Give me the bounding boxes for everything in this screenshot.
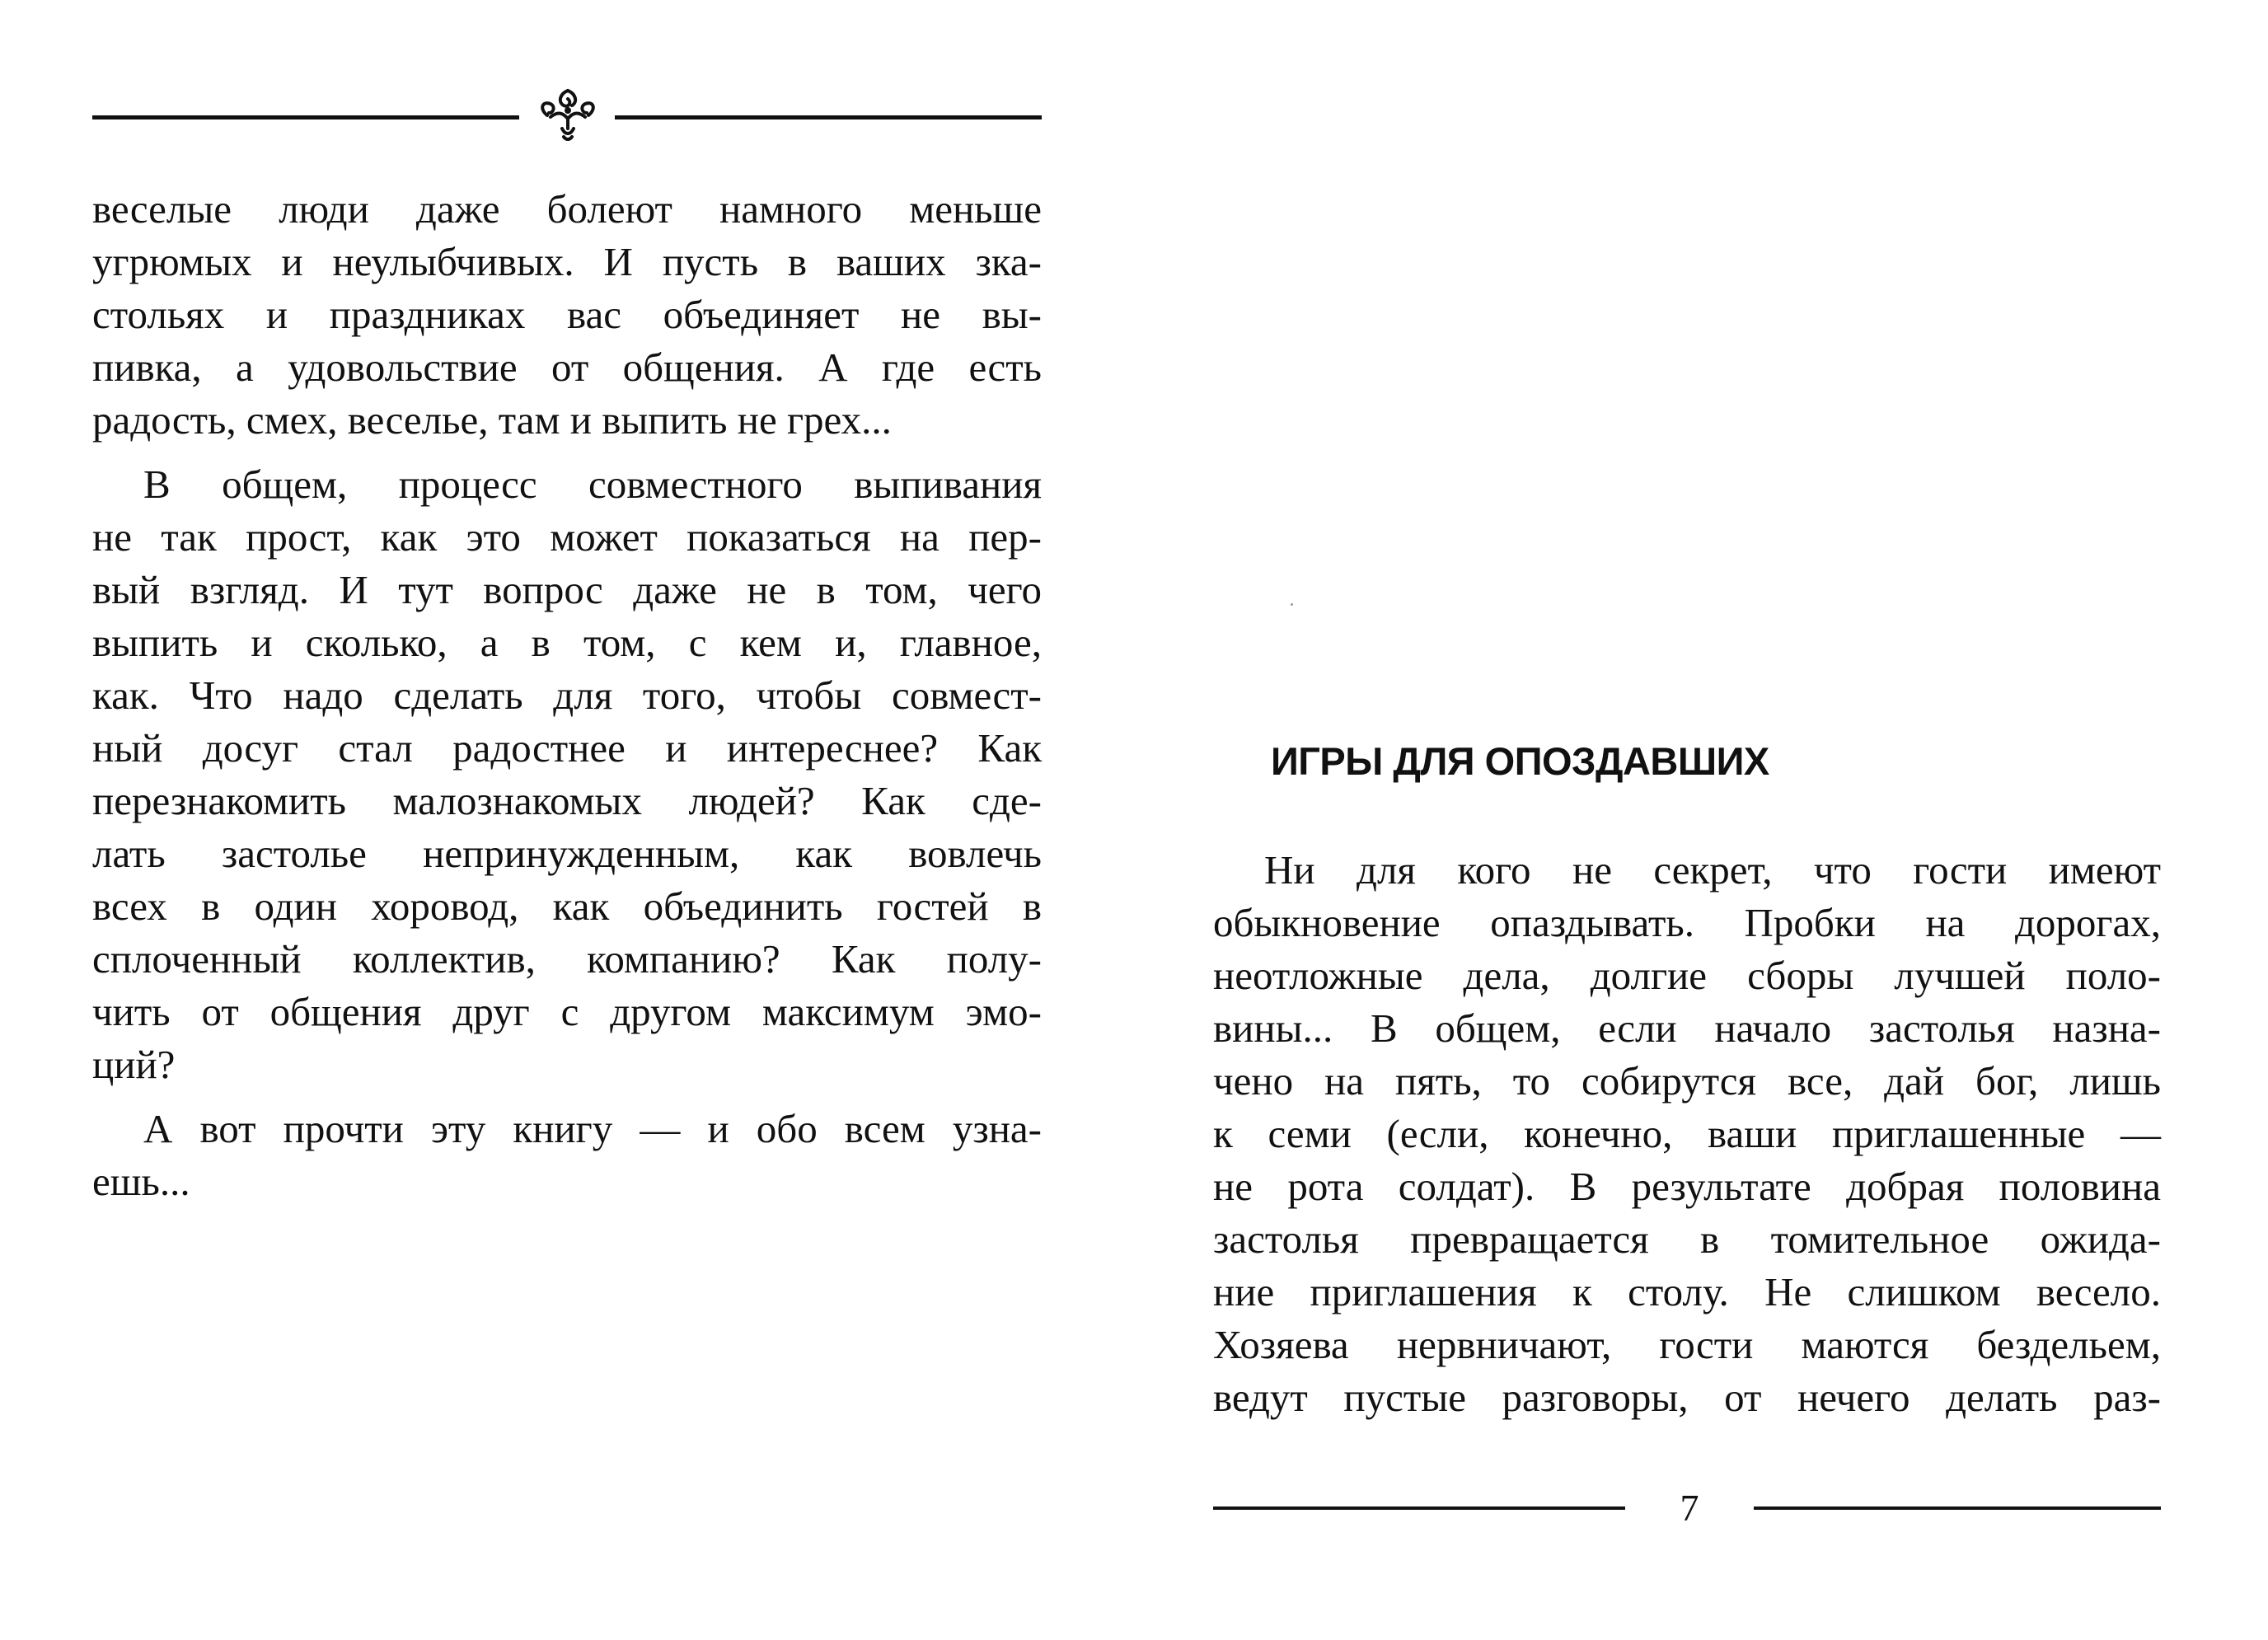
text-line: застолья превращается в томительное ожида- xyxy=(1213,1216,2161,1262)
text-line: перезнакомить малознакомых людей? Как сде- xyxy=(92,778,1042,823)
text-line: ние приглашения к столу. Не слишком весело. xyxy=(1213,1269,2161,1314)
text-line: всех в один хоровод, как объединить гостей в xyxy=(92,883,1042,929)
left-paragraph-2 xyxy=(92,458,1042,1091)
footer-rule-left xyxy=(1213,1506,1625,1510)
page-number: 7 xyxy=(1680,1487,1699,1529)
text-line: обыкновение опаздывать. Пробки на дорогах, xyxy=(1213,900,2161,945)
fleuron-ornament-icon xyxy=(531,86,605,143)
left-paragraph-1 xyxy=(92,183,1042,447)
text-line: как. Что надо сделать для того, чтобы совмест- xyxy=(92,672,1042,718)
text-line: В общем, процесс совместного выпивания xyxy=(143,462,1042,507)
text-line: вины... В общем, если начало застолья назна- xyxy=(1213,1005,2161,1051)
right-paragraph-1 xyxy=(1213,844,2161,1424)
left-page-text xyxy=(92,183,1042,1208)
text-line: веселые люди даже болеют намного меньше xyxy=(92,186,1042,232)
text-line: ций? xyxy=(92,1042,176,1087)
text-line: выпить и сколько, а в том, с кем и, главное, xyxy=(92,620,1042,665)
text-line: к семи (если, конечно, ваши приглашенные — xyxy=(1213,1111,2161,1156)
header-rule-left-line xyxy=(92,115,519,119)
left-page xyxy=(92,0,1042,1640)
text-line: стольях и праздниках вас объединяет не вы- xyxy=(92,292,1042,337)
text-line: чено на пять, то собирутся все, дай бог, лишь xyxy=(1213,1058,2161,1103)
text-line: вый взгляд. И тут вопрос даже не в том, чего xyxy=(92,567,1042,612)
page-footer xyxy=(1213,1483,2161,1533)
section-heading: ИГРЫ ДЛЯ ОПОЗДАВШИХ xyxy=(1271,739,1769,783)
text-line: пивка, а удовольствие от общения. А где есть xyxy=(92,344,1042,390)
text-line: неотложные дела, долгие сборы лучшей поло- xyxy=(1213,953,2161,998)
text-line: угрюмых и неулыбчивых. И пусть в ваших зка- xyxy=(92,239,1042,284)
text-line: ведут пустые разговоры, от нечего делать раз- xyxy=(1213,1375,2161,1420)
text-line: чить от общения друг с другом максимум эмо- xyxy=(92,989,1042,1034)
text-line: Хозяева нервничают, гости маются бездельем, xyxy=(1213,1322,2161,1367)
header-ornament-rule xyxy=(92,86,1042,143)
right-page xyxy=(1213,0,2161,1640)
text-line: не так прост, как это может показаться на пер- xyxy=(92,514,1042,560)
text-line: не рота солдат). В результате добрая половина xyxy=(1213,1164,2161,1209)
text-line: сплоченный коллектив, компанию? Как полу- xyxy=(92,936,1042,982)
text-line: ный досуг стал радостнее и интереснее? Как xyxy=(92,725,1042,771)
text-line: ешь... xyxy=(92,1159,190,1204)
text-line: Ни для кого не секрет, что гости имеют xyxy=(1264,847,2161,893)
header-rule-right-line xyxy=(615,115,1042,119)
text-line: радость, смех, веселье, там и выпить не грех... xyxy=(92,397,892,443)
footer-rule-right xyxy=(1754,1506,2161,1510)
text-line: А вот прочти эту книгу — и обо всем узна- xyxy=(143,1106,1042,1151)
left-paragraph-3 xyxy=(92,1103,1042,1208)
right-page-text xyxy=(1213,844,2161,1424)
text-line: лать застолье непринужденным, как вовлечь xyxy=(92,831,1042,876)
